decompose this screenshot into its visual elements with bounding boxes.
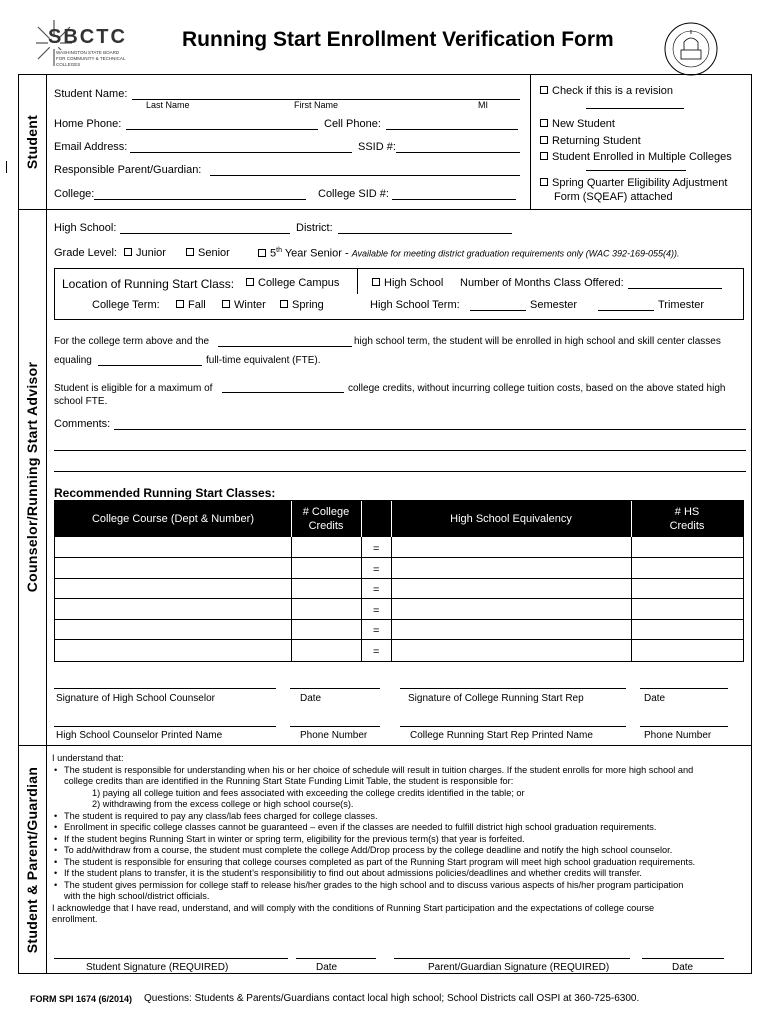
high-school-field[interactable] bbox=[120, 233, 290, 234]
home-phone-label: Home Phone: bbox=[54, 118, 122, 130]
ospi-seal bbox=[664, 22, 718, 76]
terms-ack: I acknowledge that I have read, understand, and will comply with the conditions of Running Start participation and the expectations of college course bbox=[52, 902, 655, 913]
spring-checkbox[interactable]: Spring bbox=[280, 299, 324, 311]
table-row-equals: = bbox=[373, 543, 380, 555]
student-date-label: Date bbox=[316, 962, 338, 973]
winter-checkbox[interactable]: Winter bbox=[222, 299, 266, 311]
rep-printed-field[interactable] bbox=[400, 726, 626, 727]
phone1-field[interactable] bbox=[290, 726, 380, 727]
fifth-year-checkbox[interactable]: 5th Year Senior - Available for meeting district graduation requirements only (WAC 392-169-055(4)). bbox=[258, 247, 680, 260]
table-row-equals: = bbox=[373, 646, 380, 658]
new-student-checkbox[interactable]: New Student bbox=[540, 118, 615, 130]
comments-line-2[interactable] bbox=[54, 450, 746, 451]
returning-student-checkbox[interactable]: Returning Student bbox=[540, 135, 641, 147]
college-term-label: College Term: bbox=[92, 299, 160, 311]
date1-label: Date bbox=[300, 693, 322, 704]
guardian-label: Responsible Parent/Guardian: bbox=[54, 164, 202, 176]
comments-line-1[interactable] bbox=[114, 429, 746, 430]
hs-counselor-sig-field[interactable] bbox=[54, 688, 276, 689]
date2-field[interactable] bbox=[640, 688, 728, 689]
ssid-label: SSID #: bbox=[358, 141, 396, 153]
terms-bullet: • If the student begins Running Start in winter or spring term, eligibility for the previous term(s) that year is forfeited. bbox=[52, 834, 750, 846]
guardian-field[interactable] bbox=[210, 175, 520, 176]
hs-counselor-sig-label: Signature of High School Counselor bbox=[56, 693, 215, 704]
terms-block bbox=[52, 753, 750, 926]
guardian-date-field[interactable] bbox=[642, 958, 724, 959]
ssid-field[interactable] bbox=[396, 152, 520, 153]
multiple-colleges-checkbox[interactable]: Student Enrolled in Multiple Colleges bbox=[540, 151, 732, 163]
terms-bullet-cont: college credits than are identified in the Running Start State Funding Limit Table, the student is responsible for: bbox=[64, 776, 514, 786]
header-college-course: College Course (Dept & Number) bbox=[91, 513, 254, 525]
header-college-credits: # College Credits bbox=[302, 506, 350, 532]
seal-icon bbox=[664, 22, 718, 76]
revision-checkbox[interactable]: Check if this is a revision bbox=[540, 85, 673, 97]
phone2-label: Phone Number bbox=[644, 730, 712, 741]
college-field[interactable] bbox=[94, 199, 306, 200]
table-row-equals: = bbox=[373, 564, 380, 576]
cell-phone-label: Cell Phone: bbox=[324, 118, 381, 130]
home-phone-field[interactable] bbox=[126, 129, 318, 130]
guardian-sig-label: Parent/Guardian Signature (REQUIRED) bbox=[428, 962, 610, 973]
revision-line[interactable] bbox=[586, 108, 684, 109]
college-label: College: bbox=[54, 188, 95, 200]
student-name-label: Student Name: bbox=[54, 88, 128, 100]
college-sid-label: College SID #: bbox=[318, 188, 389, 200]
terms-bullet: • The student gives permission for college staff to release his/her grades to the high school and to discuss various aspects of his/her program participation bbox=[52, 880, 750, 892]
terms-bullet: • Enrollment in specific college classes cannot be guaranteed – even if the classes are needed to fulfill district high school graduation requirements. bbox=[52, 822, 750, 834]
trimester-label: Trimester bbox=[658, 299, 705, 311]
max-credits-field[interactable] bbox=[222, 392, 344, 393]
fall-checkbox[interactable]: Fall bbox=[176, 299, 206, 311]
section-label-advisor: Counselor/Running Start Advisor bbox=[24, 361, 40, 593]
fte-label: full-time equivalent (FTE). bbox=[206, 355, 321, 366]
section-label-guardian: Student & Parent/Guardian bbox=[24, 766, 41, 953]
terms-bullet: • The student is required to pay any class/lab fees charged for college classes. bbox=[52, 811, 750, 823]
district-label: District: bbox=[296, 222, 333, 234]
date1-field[interactable] bbox=[290, 688, 380, 689]
terms-ack-cont: enrollment. bbox=[52, 914, 98, 924]
location-label: Location of Running Start Class: bbox=[62, 277, 235, 291]
college-rep-sig-label: Signature of College Running Start Rep bbox=[408, 693, 584, 704]
email-field[interactable] bbox=[130, 152, 352, 153]
eligible-text-post: college credits, without incurring college tuition costs, based on the above stated high bbox=[348, 383, 726, 394]
location-box bbox=[54, 268, 744, 320]
enroll-text-post: high school term, the student will be enrolled in high school and skill center classes bbox=[354, 336, 721, 347]
college-rep-sig-field[interactable] bbox=[400, 688, 626, 689]
table-row-equals: = bbox=[373, 584, 380, 596]
terms-bullet: • The student is responsible for ensuring that college courses completed as part of the Running Start program will meet high school graduation requirements. bbox=[52, 857, 750, 869]
high-school-label: High School: bbox=[54, 222, 117, 234]
counselor-printed-label: High School Counselor Printed Name bbox=[56, 730, 223, 741]
senior-checkbox[interactable]: Senior bbox=[186, 247, 230, 259]
terms-bullet: • To add/withdraw from a course, the student must complete the college Add/Drop process by the college deadline and notify the high school counselor. bbox=[52, 845, 750, 857]
comments-line-3[interactable] bbox=[54, 471, 746, 472]
sqeaf-line-2: Form (SQEAF) attached bbox=[554, 191, 673, 203]
eligible-text-end: school FTE. bbox=[54, 396, 108, 407]
multiple-colleges-line[interactable] bbox=[586, 170, 686, 171]
terms-bullet: • The student is responsible for understanding when his or her choice of schedule will result in tuition charges. If the student enrolls for more high school and bbox=[52, 765, 750, 777]
enroll-text-pre: For the college term above and the bbox=[54, 336, 210, 347]
eligible-text-pre: Student is eligible for a maximum of bbox=[54, 383, 213, 394]
high-school-checkbox[interactable]: High School bbox=[372, 277, 443, 289]
footer-questions: Questions: Students & Parents/Guardians contact local high school; School Districts call OSPI at 360-725-6300. bbox=[144, 993, 640, 1004]
last-name-caption: Last Name bbox=[146, 100, 190, 110]
first-name-caption: First Name bbox=[294, 100, 339, 110]
date2-label: Date bbox=[644, 693, 666, 704]
terms-bullet: • If the student plans to transfer, it is the student’s responsibilitiy to find out about admissions policies/deadlines and whether credits will transfer. bbox=[52, 868, 750, 880]
district-field[interactable] bbox=[338, 233, 512, 234]
hs-term-label: High School Term: bbox=[370, 299, 460, 311]
semester-label: Semester bbox=[530, 299, 578, 311]
classes-table bbox=[54, 500, 744, 662]
counselor-printed-field[interactable] bbox=[54, 726, 276, 727]
college-campus-checkbox[interactable]: College Campus bbox=[246, 277, 339, 289]
terms-bullet-cont: with the high school/district officials. bbox=[64, 891, 210, 901]
phone1-label: Phone Number bbox=[300, 730, 368, 741]
grade-level-label: Grade Level: bbox=[54, 247, 117, 259]
terms-sub-item: 1) paying all college tuition and fees associated with exceeding the college credits identified in the table; or bbox=[92, 787, 525, 798]
months-offered-field[interactable] bbox=[628, 288, 722, 289]
sqeaf-checkbox[interactable]: Spring Quarter Eligibility Adjustment bbox=[540, 177, 727, 189]
student-sig-field[interactable] bbox=[54, 958, 288, 959]
page-title: Running Start Enrollment Verification Form bbox=[182, 28, 614, 51]
email-label: Email Address: bbox=[54, 141, 128, 153]
months-offered-label: Number of Months Class Offered: bbox=[460, 277, 624, 289]
guardian-date-label: Date bbox=[672, 962, 694, 973]
equaling-label: equaling bbox=[54, 355, 92, 366]
student-sig-label: Student Signature (REQUIRED) bbox=[86, 962, 229, 973]
guardian-sig-field[interactable] bbox=[394, 958, 630, 959]
comments-label: Comments: bbox=[54, 418, 111, 430]
phone2-field[interactable] bbox=[640, 726, 728, 727]
mi-caption: MI bbox=[478, 100, 488, 110]
fte-field[interactable] bbox=[98, 365, 202, 366]
terms-sub-item: 2) withdrawing from the excess college or high school course(s). bbox=[92, 799, 354, 809]
hs-term-enroll-field[interactable] bbox=[218, 346, 352, 347]
rep-printed-label: College Running Start Rep Printed Name bbox=[410, 730, 593, 741]
trimester-field[interactable] bbox=[598, 310, 654, 311]
student-date-field[interactable] bbox=[296, 958, 376, 959]
section-label-student: Student bbox=[24, 114, 40, 169]
college-sid-field[interactable] bbox=[392, 199, 516, 200]
junior-checkbox[interactable]: Junior bbox=[124, 247, 166, 259]
cell-phone-field[interactable] bbox=[386, 129, 518, 130]
logo-subtext: WASHINGTON STATE BOARD FOR COMMUNITY & TECHNICAL COLLEGES bbox=[56, 50, 126, 67]
table-row-equals: = bbox=[373, 605, 380, 617]
classes-title: Recommended Running Start Classes: bbox=[54, 486, 276, 500]
logo-text: SBCTC bbox=[48, 26, 127, 48]
header-hs-credits: # HS Credits bbox=[669, 506, 705, 532]
form-id: FORM SPI 1674 (6/2014) bbox=[30, 994, 133, 1004]
terms-intro: I understand that: bbox=[52, 753, 124, 763]
header-hs-equivalency: High School Equivalency bbox=[450, 513, 572, 525]
semester-field[interactable] bbox=[470, 310, 526, 311]
sbctc-logo bbox=[34, 18, 126, 68]
table-row-equals: = bbox=[373, 625, 380, 637]
